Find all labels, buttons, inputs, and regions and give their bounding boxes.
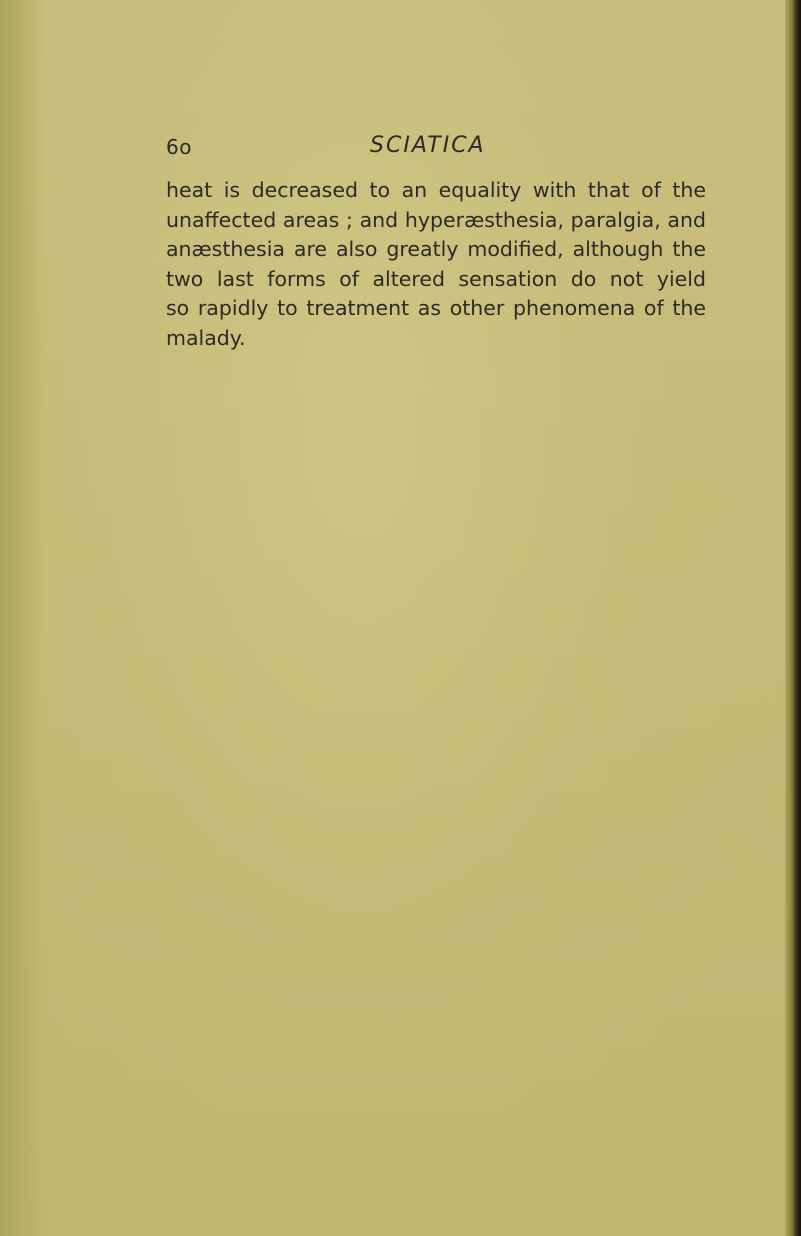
text-line: so rapidly to treatment as other phenomena of the — [166, 296, 706, 321]
text-line: malady. — [166, 325, 246, 350]
page-gutter-shadow — [0, 0, 44, 1236]
text-line: unaffected areas ; and hyperæsthesia, paralgia, and — [166, 207, 706, 232]
running-head — [166, 133, 706, 167]
text-line: two last forms of altered sensation do not yield — [166, 266, 706, 291]
text-line: heat is decreased to an equality with that of the — [166, 178, 706, 202]
page-number: 6o — [166, 135, 192, 159]
body-paragraph — [166, 176, 706, 354]
text-line: anæsthesia are also greatly modified, although the — [166, 237, 706, 262]
running-title: SCIATICA — [370, 133, 486, 158]
page-edge-shadow — [785, 0, 801, 1236]
